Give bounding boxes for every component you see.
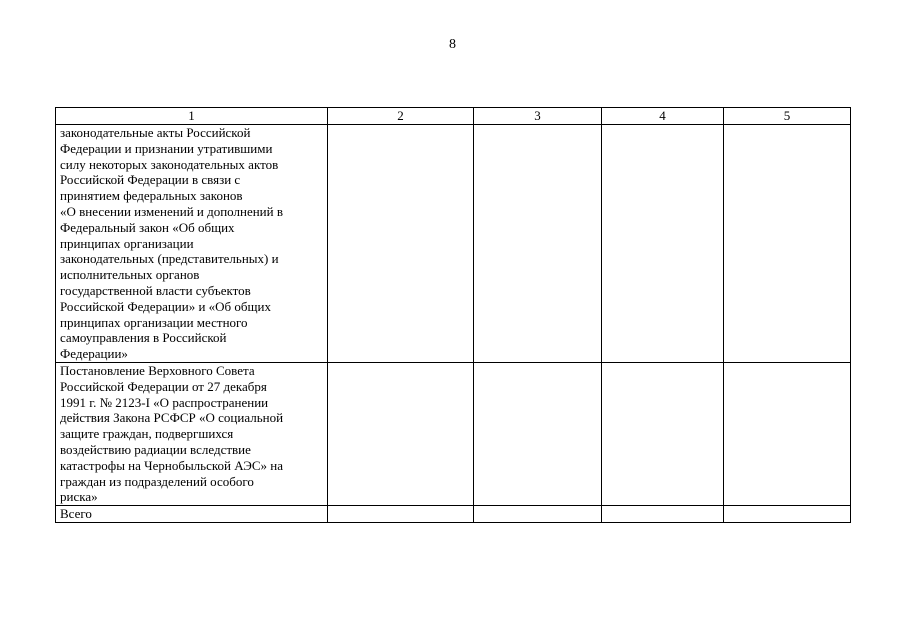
row-value-cell <box>328 125 474 363</box>
total-value-cell <box>724 506 851 523</box>
row-description-cell <box>56 125 328 363</box>
row-value-cell <box>328 362 474 505</box>
total-row <box>56 506 851 523</box>
header-row <box>56 108 851 125</box>
total-value-cell <box>474 506 602 523</box>
total-label: Всего <box>56 506 328 523</box>
total-value-cell <box>602 506 724 523</box>
page-number: 8 <box>449 37 456 52</box>
table-row <box>56 125 851 363</box>
total-value-cell <box>328 506 474 523</box>
row-description-cell <box>56 362 328 505</box>
row-value-cell <box>724 125 851 363</box>
row-description-text: законодательные акты Российской Федерации и признании утратившими силу некоторых законодательных актов Российской Федерации в связи с принятием федеральных законов «О внесении изменений и дополнений в Федеральный закон «Об общих принципах организации законодательных (представительных) и исполнительных органов государственной власти субъектов Российской Федерации» и «Об общих принципах организации местного самоуправления в Российской Федерации» <box>60 125 283 362</box>
row-value-cell <box>602 362 724 505</box>
column-header-1: 1 <box>56 108 328 125</box>
row-value-cell <box>724 362 851 505</box>
row-value-cell <box>474 362 602 505</box>
column-header-3: 3 <box>474 108 602 125</box>
column-header-4: 4 <box>602 108 724 125</box>
table-row <box>56 362 851 505</box>
column-header-2: 2 <box>328 108 474 125</box>
row-description-text: Постановление Верховного Совета Российской Федерации от 27 декабря 1991 г. № 2123-I «О распространении действия Закона РСФСР «О социальной защите граждан, подвергшихся воздействию радиации вследствие катастрофы на Чернобыльской АЭС» на граждан из подразделений особого риска» <box>60 362 284 505</box>
row-value-cell <box>602 125 724 363</box>
row-value-cell <box>474 125 602 363</box>
column-header-5: 5 <box>724 108 851 125</box>
document-table <box>55 107 851 523</box>
